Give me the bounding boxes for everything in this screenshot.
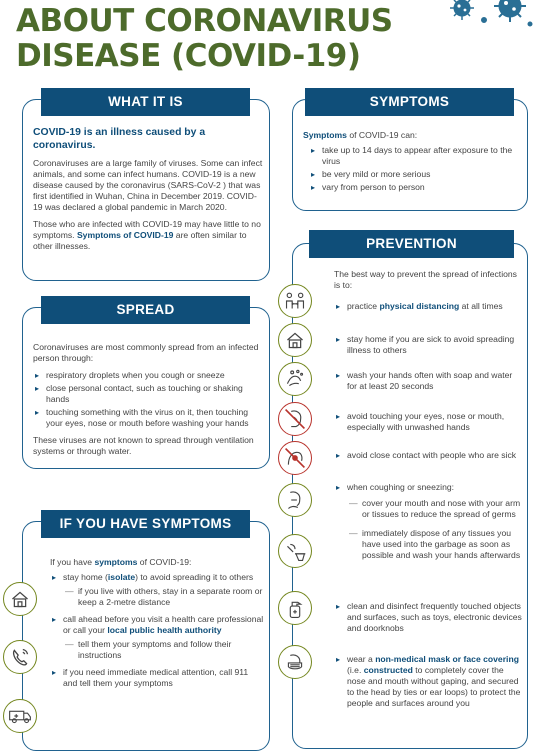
prevention-item-wash (334, 370, 524, 398)
title-line-1: ABOUT CORONAVIRUS (16, 3, 393, 39)
house-icon (3, 582, 37, 616)
what-it-is-body (33, 127, 265, 258)
coronavirus-icon (422, 0, 534, 30)
list-item (334, 654, 524, 709)
spread-outro: These viruses are not known to spread through ventilation systems or through water. (33, 435, 254, 456)
tissue-disposal-icon (278, 534, 312, 568)
no-contact-icon (278, 441, 312, 475)
symptoms-body (303, 130, 523, 199)
physical-distancing-link[interactable]: physical distancing (379, 301, 460, 311)
list-item: ▸ close personal contact, such as touching or shaking hands (33, 383, 265, 405)
sub-list (63, 639, 264, 661)
constructed-link[interactable]: constructed (363, 665, 413, 675)
phone-icon (3, 640, 37, 674)
what-it-is-paragraph-2 (33, 219, 265, 252)
list-item (334, 482, 524, 561)
prevention-item-distancing (334, 301, 524, 318)
isolate-link[interactable]: isolate (107, 572, 136, 582)
list-item: ▸ respiratory droplets when you cough or sneeze (33, 370, 265, 381)
list-item: ▸ if you need immediate medical attention, call 911 and tell them your symptoms (50, 667, 264, 689)
no-face-touch-icon (278, 402, 312, 436)
title-line-2: DISEASE (COVID-19) (16, 38, 361, 74)
what-it-is-paragraph-1: Coronaviruses are a large family of viruses. Some can infect animals, and some can infect humans. COVID-19 is a new disease caused by the coronavirus (SARS-CoV-2 ) that was first identified in Wuhan, China in December 2019. COVID-19 was declared a global pandemic in March 2020. (33, 158, 263, 212)
spread-list (33, 370, 265, 429)
list-item: ▸ avoid close contact with people who are sick (334, 450, 524, 461)
symptoms-link[interactable]: symptoms (94, 557, 138, 567)
prevention-item-cough (334, 482, 524, 567)
text: stay home ( (63, 572, 108, 582)
sub-list-item: — cover your mouth and nose with your arm or tissues to reduce the spread of germs (347, 498, 524, 520)
house-icon (278, 323, 312, 357)
text: Those who are infected with COVID-19 may have little to no symptoms. (33, 219, 261, 240)
sub-list (63, 586, 264, 608)
symptoms-heading: SYMPTOMS (305, 88, 514, 116)
prevention-heading: PREVENTION (309, 230, 514, 258)
list-item (50, 572, 264, 608)
sub-list (347, 498, 524, 561)
spread-intro: Coronaviruses are most commonly spread from an infected person through: (33, 342, 259, 363)
prevention-item-clean (334, 601, 524, 640)
what-it-is-lead: COVID-19 is an illness caused by a coronavirus. (33, 127, 206, 151)
if-symptoms-body (50, 557, 264, 695)
spray-bottle-icon (278, 591, 312, 625)
spread-body (33, 342, 265, 463)
text: call ahead before you visit a health care professional or call your (63, 614, 264, 635)
symptoms-intro (303, 130, 523, 141)
list-item: ▸ clean and disinfect frequently touched objects and surfaces, such as toys, electronic devices and doorknobs (334, 601, 524, 634)
sub-list-item: — if you live with others, stay in a separate room or keep a 2-metre distance (63, 586, 264, 608)
list-item: ▸ avoid touching your eyes, nose or mouth, especially with unwashed hands (334, 411, 524, 433)
what-it-is-heading: WHAT IT IS (41, 88, 250, 116)
mask-link[interactable]: non-medical mask or face covering (375, 654, 519, 664)
spread-heading: SPREAD (41, 296, 250, 324)
symptoms-link[interactable]: Symptoms of COVID-19 (76, 230, 174, 240)
public-health-link[interactable]: local public health authority (107, 625, 222, 635)
sub-list-item: — tell them your symptoms and follow their instructions (63, 639, 264, 661)
text: wear a (347, 654, 376, 664)
text: are often similar to other illnesses. (33, 230, 247, 251)
list-item (334, 301, 524, 312)
handwash-icon (278, 362, 312, 396)
text: of COVID-19: (137, 557, 192, 567)
ambulance-icon (3, 699, 37, 733)
face-mask-icon (278, 645, 312, 679)
distancing-icon (278, 284, 312, 318)
if-symptoms-intro (50, 557, 264, 568)
prevention-item-stay-home (334, 334, 524, 362)
prevention-item-contact (334, 450, 524, 467)
list-item: ▸ take up to 14 days to appear after exposure to the virus (309, 145, 523, 167)
list-item: ▸ be very mild or more serious (309, 169, 523, 180)
text: ) to avoid spreading it to others (135, 572, 254, 582)
text: If you have (50, 557, 95, 567)
text: when coughing or sneezing: (347, 482, 455, 492)
list-item: ▸ touching something with the virus on it, then touching your eyes, nose or mouth before washing your hands (33, 407, 265, 429)
symptoms-list (303, 145, 523, 193)
text: (i.e. (347, 665, 364, 675)
text: at all times (459, 301, 503, 311)
page-title (16, 4, 393, 74)
list-item (50, 614, 264, 661)
prevention-item-touch (334, 411, 524, 439)
list-item: ▸ vary from person to person (309, 182, 523, 193)
prevention-item-mask (334, 654, 524, 715)
if-symptoms-heading: IF YOU HAVE SYMPTOMS (41, 510, 250, 538)
text: to completely cover the nose and mouth without gaping, and secured to the head by ties or ear loops) to protect the people and surfaces around you (347, 665, 521, 708)
cough-icon (278, 483, 312, 517)
sub-list-item: — immediately dispose of any tissues you have used into the garbage as soon as possible and wash your hands afterwards (347, 528, 524, 561)
list-item: ▸ stay home if you are sick to avoid spreading illness to others (334, 334, 524, 356)
prevention-intro: The best way to prevent the spread of infections is to: (334, 269, 517, 290)
text: of COVID-19 can: (346, 130, 418, 140)
symptoms-link[interactable]: Symptoms (303, 130, 347, 140)
text: practice (347, 301, 380, 311)
list-item: ▸ wash your hands often with soap and water for at least 20 seconds (334, 370, 524, 392)
if-symptoms-list (50, 572, 264, 689)
